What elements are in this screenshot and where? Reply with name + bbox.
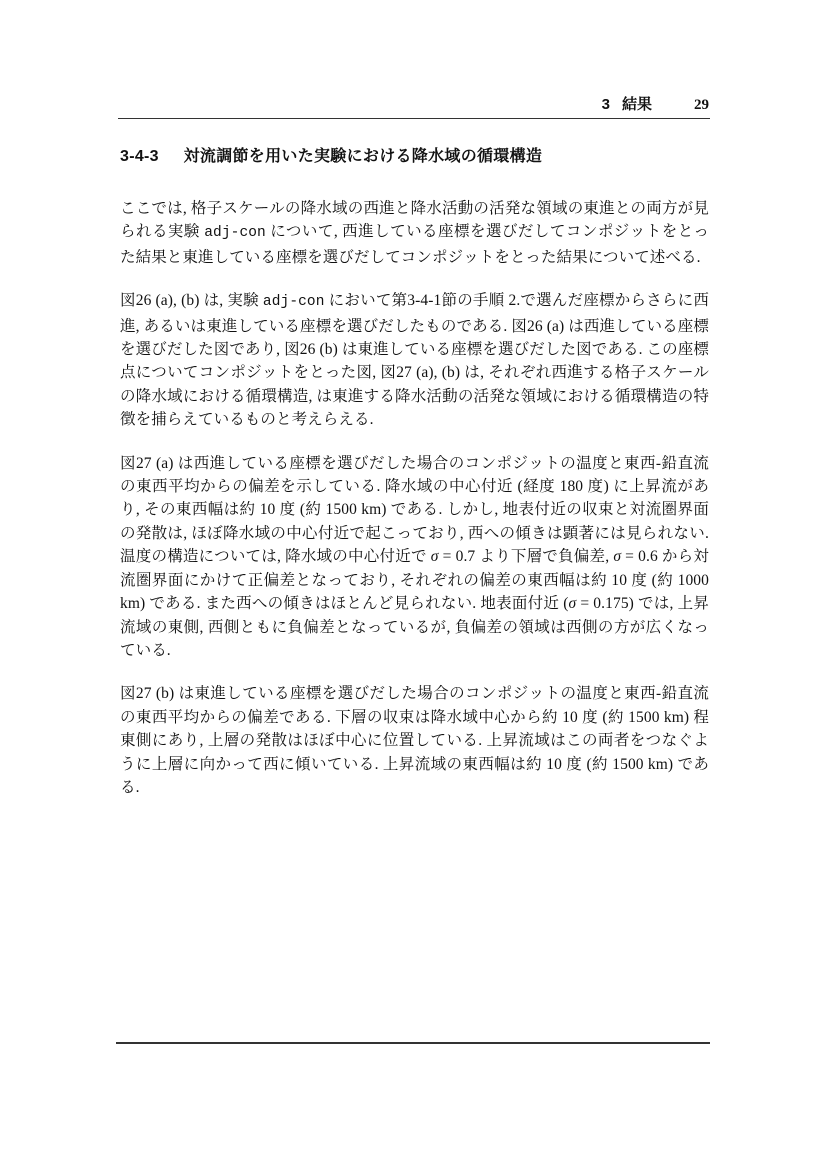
text-run: 図27 (a) は西進している座標を選びだした場合のコンポジットの温度と東西-鉛直流の東西平均からの偏差を示している. 降水域の中心付近 (経度 180 度) に上昇流があり, その東西幅は約 10 度 (約 1500 km) である. しかし, 地表付近の収束と対流圏界面の発散は, ほぼ降水域の中心付近で起こっており, 西への傾きは顕著には見られない. 温度の構造については, 降水域の中心付近で [120, 454, 709, 566]
text-run: 図26 (a), (b) は, 実験 [120, 292, 263, 310]
header-rule [118, 118, 710, 119]
text-run: ここでは, 格子スケールの降水域の西進と降水活動の活発な領域の東進との両方が見られる実験 [120, 200, 709, 241]
math-symbol: σ [430, 548, 439, 566]
header-section-number: 3 [601, 96, 610, 113]
header-page-number: 29 [694, 97, 709, 113]
body-paragraphs [120, 197, 709, 799]
code-run: adj-con [262, 294, 325, 311]
section-heading-title: 対流調節を用いた実験における降水域の循環構造 [183, 148, 543, 165]
footer-rule [116, 1042, 710, 1044]
text-run: = 0.175) では, 上昇流域の東側, 西側ともに負偏差となっているが, 負偏差の領域は西側の方が広くなっている. [120, 595, 709, 659]
section-heading-number: 3-4-3 [120, 148, 159, 165]
paragraph [120, 289, 709, 431]
text-run: = 0.6 から対流圏界面にかけて正偏差となっており, それぞれの偏差の東西幅は約 10 度 (約 1000 km) である. また西への傾きはほとんど見られない. 地表面付近 ( [120, 548, 709, 613]
paragraph [120, 682, 709, 799]
text-run: = 0.7 より下層で負偏差, [438, 548, 614, 566]
running-header [120, 93, 709, 114]
text-run: について, 西進している座標を選びだしてコンポジットをとった結果と東進している座標を選びだしてコンポジットをとった結果について述べる. [120, 223, 709, 266]
text-run: 図27 (b) は東進している座標を選びだした場合のコンポジットの温度と東西-鉛直流の東西平均からの偏差である. 下層の収束は降水域中心から約 10 度 (約 1500 km) 程東側にあり, 上層の発散はほぼ中心に位置している. 上昇流域はこの両者をつなぐように上層に向かって西に傾いている. 上昇流域の東西幅は約 10 度 (約 1500 km) である. [120, 685, 709, 796]
code-run: adj-con [204, 225, 266, 242]
section-heading [120, 143, 709, 166]
text-run: において第3-4-1節の手順 2.で選んだ座標からさらに西進, あるいは東進している座標を選びだしたものである. 図26 (a) は西進している座標を選びだした図であり, 図26 (b) は東進している座標を選びだした図である. この座標点についてコンポジットをとった図, 図27 (a), (b) は, それぞれ西進する格子スケールの降水域における循環構造, は東進する降水活動の活発な領域における循環構造の特徴を捕らえているものと考えらえる. [120, 292, 709, 429]
paragraph [120, 197, 709, 269]
math-symbol: σ [568, 595, 577, 613]
math-symbol: σ [613, 548, 622, 566]
paragraph [120, 452, 709, 663]
header-section-title: 結果 [621, 96, 652, 113]
